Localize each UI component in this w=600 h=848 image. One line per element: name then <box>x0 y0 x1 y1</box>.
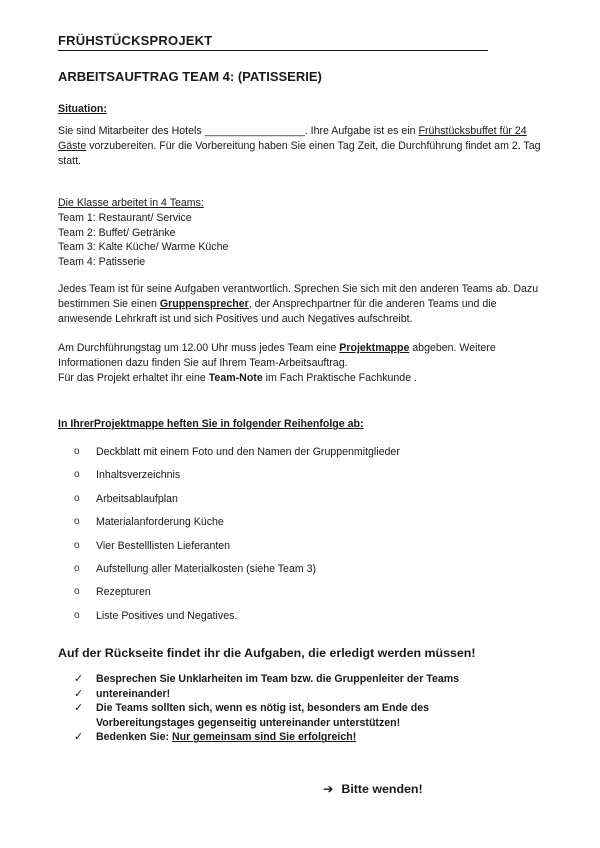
list-item <box>74 468 400 491</box>
grade-text-end: im Fach Praktische Fachkunde . <box>262 371 417 384</box>
deadline-text-mid: abgeben. Weitere Informationen dazu finden Sie auf Ihrem Team-Arbeitsauftrag. <box>58 342 496 369</box>
list-item <box>74 585 400 608</box>
document-title: FRÜHSTÜCKSPROJEKT <box>58 33 488 51</box>
circle-bullet-icon: o <box>74 469 80 481</box>
situation-text-start: Sie sind Mitarbeiter des Hotels <box>58 125 205 137</box>
teams-heading: Die Klasse arbeitet in 4 Teams: <box>58 197 204 209</box>
circle-bullet-icon: o <box>74 539 80 551</box>
checkmark-icon: ✓ <box>74 673 84 685</box>
circle-bullet-icon: o <box>74 492 80 504</box>
situation-text-mid: . Ihre Aufgabe ist es ein <box>304 125 419 137</box>
checkmark-icon: ✓ <box>74 731 84 744</box>
list-item <box>74 562 400 585</box>
teams-section <box>58 196 548 270</box>
circle-bullet-icon: o <box>74 586 80 598</box>
circle-bullet-icon: o <box>74 562 80 574</box>
rule-text: Die Teams sollten sich, wenn es nötig ist, besonders am Ende des Vorbereitungstages gegenseitig untereinander unterstützen! <box>96 702 430 729</box>
rule-text-last <box>96 730 476 745</box>
team-item: Team 1: Restaurant/ Service <box>58 211 192 224</box>
circle-bullet-icon: o <box>74 609 80 621</box>
grade-text-start: Für das Projekt erhaltet ihr eine <box>58 371 209 384</box>
situation-heading: Situation: <box>58 103 107 115</box>
circle-bullet-icon: o <box>74 516 80 528</box>
spokesperson-term: Gruppensprecher <box>159 297 249 310</box>
list-item-text: Rezepturen <box>96 586 151 599</box>
hotel-name-blank: _________________ <box>204 125 305 137</box>
rule-text: Besprechen Sie Unklarheiten im Team bzw. die Gruppenleiter der Teams <box>96 673 460 685</box>
deadline-text-start: Am Durchführungstag um 12.00 Uhr muss jedes Team eine <box>58 342 340 354</box>
please-turn-over <box>323 781 423 796</box>
folder-contents-list <box>74 445 400 632</box>
rule-text: untereinander! <box>96 687 171 700</box>
list-item <box>74 445 400 468</box>
team-item: Team 4: Patisserie <box>58 256 146 269</box>
responsibility-paragraph <box>58 282 548 326</box>
backside-notice: Auf der Rückseite findet ihr die Aufgaben, die erledigt werden müssen! <box>58 646 476 660</box>
team-grade-term: Team-Note <box>208 371 263 384</box>
please-turn-over-text: Bitte wenden! <box>341 782 423 796</box>
assignment-title: ARBEITSAUFTRAG TEAM 4: (PATISSERIE) <box>58 69 322 84</box>
checkmark-icon: ✓ <box>74 687 84 700</box>
rules-list <box>74 672 476 745</box>
deadline-paragraph <box>58 341 548 385</box>
situation-text-end: vorzubereiten. Für die Vorbereitung haben Sie einen Tag Zeit, die Durchführung findet am 2. Tag statt. <box>58 139 541 167</box>
team-item: Team 3: Kalte Küche/ Warme Küche <box>58 241 229 254</box>
project-folder-term: Projektmappe <box>339 342 410 354</box>
list-item-text: Liste Positives und Negatives. <box>96 609 238 622</box>
buffet-guests-text: Frühstücksbuffet für 24 Gäste <box>58 125 527 152</box>
list-item <box>74 492 400 515</box>
right-arrow-icon: ➔ <box>323 782 334 796</box>
circle-bullet-icon: o <box>74 446 80 457</box>
list-item-text: Materialanforderung Küche <box>96 516 224 529</box>
team-item: Team 2: Buffet/ Getränke <box>58 226 176 239</box>
list-item <box>74 609 400 632</box>
list-item <box>74 539 400 562</box>
responsibility-text-end: , der Ansprechpartner für die anderen Teams und die anwesende Lehrkraft ist und sich Positives und auch Negatives aufschreibt. <box>58 297 497 325</box>
list-item-text: Aufstellung aller Materialkosten (siehe Team 3) <box>96 562 317 575</box>
situation-paragraph <box>58 124 548 168</box>
rule-text-prefix: Bedenken Sie: <box>96 731 172 744</box>
list-item-text: Vier Bestelllisten Lieferanten <box>96 539 231 552</box>
together-successful-text: Nur gemeinsam sind Sie erfolgreich! <box>171 731 357 744</box>
rule-item <box>74 672 476 687</box>
rule-item <box>74 687 476 702</box>
list-item-text: Inhaltsverzeichnis <box>96 469 181 482</box>
responsibility-text-start: Jedes Team ist für seine Aufgaben verantwortlich. Sprechen Sie sich mit den anderen Teams ab. Dazu bestimmen Sie einen <box>58 283 539 310</box>
list-item-text: Deckblatt mit einem Foto und den Namen der Gruppenmitglieder <box>96 446 400 458</box>
rule-item <box>74 730 476 745</box>
list-item-text: Arbeitsablaufplan <box>96 492 178 505</box>
checkmark-icon: ✓ <box>74 702 84 715</box>
rule-item <box>74 701 476 730</box>
list-item <box>74 515 400 538</box>
folder-contents-heading: In IhrerProjektmappe heften Sie in folgender Reihenfolge ab: <box>58 418 364 430</box>
